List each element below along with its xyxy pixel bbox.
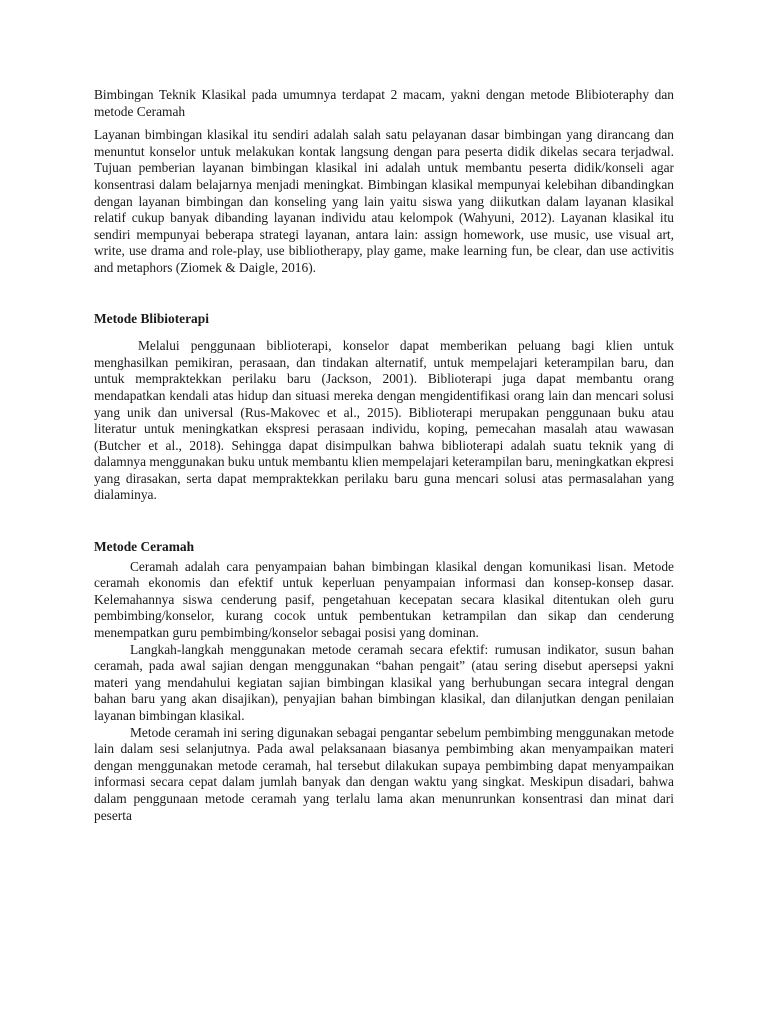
classical-guidance-paragraph: Layanan bimbingan klasikal itu sendiri adalah salah satu pelayanan dasar bimbingan yang dirancang dan menuntut konselor untuk melakukan kontak langsung dengan para peserta didik dikelas secara terjadwal. Tujuan pemberian layanan bimbingan klasikal ini adalah untuk membantu peserta didik/konseli agar konsentrasi dalam belajarnya menjadi meningkat. Bimbingan klasikal mempunyai kelebihan dibandingkan dengan layanan bimbingan dan konseling yang lain yaitu siswa yang diikutkan dalam layanan klasikal relatif cukup banyak dibanding layanan individu atau kelompok (Wahyuni, 2012). Layanan klasikal itu sendiri mempunyai beberapa strategi layanan, antara lain: assign homework, use music, use visual art, write, use drama and role-play, use bibliotherapy, play game, make learning fun, be clear, dan use activitis and metaphors (Ziomek & Daigle, 2016). bbox=[94, 127, 674, 275]
intro-paragraph: Bimbingan Teknik Klasikal pada umumnya terdapat 2 macam, yakni dengan metode Blibioteraphy dan metode Ceramah bbox=[94, 87, 674, 119]
bibliotherapy-paragraph: Melalui penggunaan biblioterapi, konselor dapat memberikan peluang bagi klien untuk menghasilkan pemikiran, perasaan, dan tindakan alternatif, untuk mempelajari keterampilan baru, dan untuk mempraktekkan perilaku baru (Jackson, 2001). Biblioterapi juga dapat membantu orang mendapatkan kendali atas hidup dan situasi mereka dengan mengidentifikasi orang lain dan mencari solusi yang unik dan universal (Rus-Makovec et al., 2015). Biblioterapi merupakan penggunaan buku atau literatur untuk meningkatkan ekspresi perasaan individu, koping, pemecahan masalah atau wawasan (Butcher et al., 2018). Sehingga dapat disimpulkan bahwa biblioterapi adalah suatu teknik yang di dalamnya menggunakan buku untuk membantu klien mempelajari keterampilan baru, meningkatkan ekpresi yang dirasakan, serta dapat mempraktekkan perilaku baru guna mencari solusi atas permasalahan yang dialaminya. bbox=[94, 338, 674, 503]
section-heading-bibliotherapy: Metode Blibioterapi bbox=[94, 310, 209, 326]
lecture-paragraph-2: Langkah-langkah menggunakan metode ceramah secara efektif: rumusan indikator, susun bahan ceramah, pada awal sajian dengan menggunakan “bahan pengait” (atau sering disebut apersepsi yakni materi yang mendahului kegiatan sajian bimbingan klasikal yang berhubungan secara integral dengan bahan baru yang akan disajikan), penyajian bahan bimbingan klasikal, dan dilanjutkan dengan penilaian layanan bimbingan klasikal. bbox=[94, 641, 674, 723]
lecture-paragraph-3: Metode ceramah ini sering digunakan sebagai pengantar sebelum pembimbing menggunakan metode lain dalam sesi selanjutnya. Pada awal pelaksanaan biasanya pembimbing akan menyampaikan materi dengan menggunakan metode ceramah, hal tersebut dilakukan supaya pembimbing dapat menyampaikan informasi secara cepat dalam jumlah banyak dan dengan waktu yang singkat. Meskipun disadari, bahwa dalam penggunaan metode ceramah yang terlalu lama akan menunrunkan konsentrasi dan minat dari peserta bbox=[94, 724, 674, 823]
section-heading-lecture: Metode Ceramah bbox=[94, 539, 195, 555]
lecture-paragraph-1: Ceramah adalah cara penyampaian bahan bimbingan klasikal dengan komunikasi lisan. Metode ceramah ekonomis dan efektif untuk keperluan penyampaian informasi dan konsep-konsep dasar. Kelemahannya siswa cenderung pasif, pengetahuan kecepatan secara klasikal ditentukan oleh guru pembimbing/konselor, kurang cocok untuk pembentukan ketrampilan dan sikap dan cenderung menempatkan guru pembimbing/konselor sebagai posisi yang dominan. bbox=[94, 558, 674, 641]
